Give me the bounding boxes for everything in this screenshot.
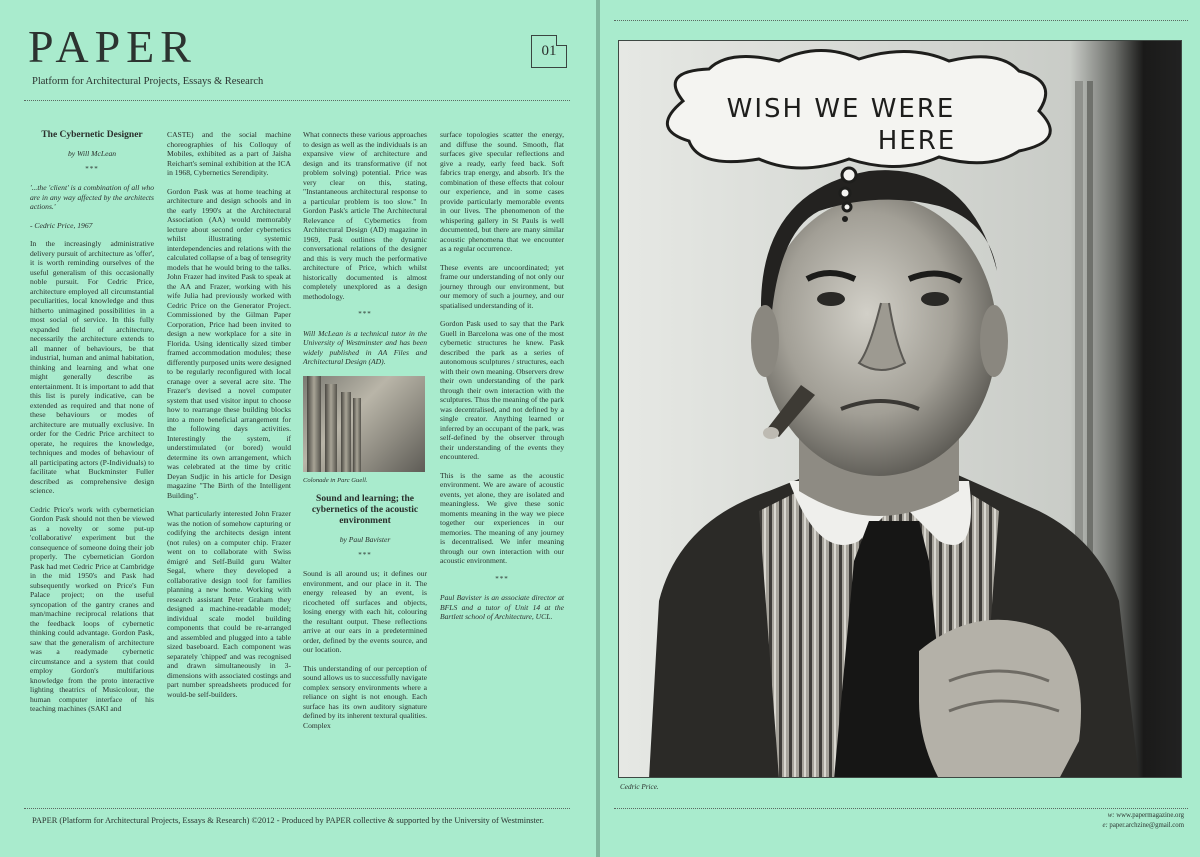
column-3 <box>303 130 427 739</box>
column-2 <box>167 130 291 708</box>
right-page <box>600 0 1200 857</box>
masthead-subtitle: Platform for Architectural Projects, Essays & Research <box>32 76 264 87</box>
bubble-text-line-2: HERE <box>877 126 957 156</box>
author-bio: Paul Bavister is an associate director at BFLS and a tutor of Unit 14 at the Bartlett school of Architecture, UCL. <box>440 593 564 621</box>
contact-info <box>1102 811 1184 831</box>
masthead-title: PAPER <box>28 21 197 72</box>
website-line <box>1102 811 1184 821</box>
park-guell-colonnade-photo <box>303 376 425 472</box>
article-1-byline: by Will McLean <box>67 149 117 158</box>
body-paragraph: Gordon Pask was at home teaching at architecture and design schools and in the early 1990's at the Architectural Association (AA) would memorably lecture about second order cybernetics whilst illustrating systemic interdependencies and relations with the calculated collapse of a bag of tensegrity models that he would bring to the talks. John Frazer had invited Pask to speak at the AA and Frazer, working with his wife Julia had previously worked with Cedric Price on the Generator Project. Commissioned by the Gilman Paper Corporation, Price had been invited to design a new workplace for a site in Florida. Using identically sized timber framed accommodation modules; these differently purposed units were designed to be regularly reconfigured with local cranage over a several acre site. The Frazer's devised a novel computer system that used visitor input to choose how to rearrange these building blocks into a more beneficial arrangement for the following days activities. Interestingly the system, if understimulated (or bored) would determine its own arrangement, which was celebrated at the time by critic Deyan Sudjic in his article for Design magazine "The Birth of the Intelligent Building". <box>167 186 291 500</box>
top-divider <box>24 100 570 101</box>
body-paragraph: Cedric Price's work with cybernetician Gordon Pask should not then be viewed as a novelty or some put-up 'collaborative' experiment but the consequence of someone doing their job properly. The cybernetician Gordon Pask had met Cedric Price at Cambridge in the mid 1950's and Pask had subsequently worked on Price's Fun Palace project; on the useful syncopation of the gantry cranes and man/machine reciprocal relations that the feedback loops of cybernetic thinking could advantage. Gordon Pask, saw that the generalism of architecture was a readymade cybernetic circumstance and a system that could employ Gordon's multifarious knowledge from the proto interactive lighting theatrics of Musicolour, the human computer interface of his teaching machines (SAKI and <box>30 504 154 713</box>
separator-stars: *** <box>358 550 372 559</box>
body-paragraph: What connects these various approaches to design as well as the individuals is an expansive view of architecture and design and its transformative (if not problem solving) potential. Price was very clear on this, stating, "Instantaneous architectural response to a particular problem is too slow." In Gordon Pask's article The Architectural Relevance of Cybernetics from Architectural Design (AD) magazine in 1969, Pask outlines the dynamic conversational relations of the designer and this is very much the performative architecture of Price, which whilst historically documented is almost completely unexplored as a design methodology. <box>303 130 427 301</box>
issue-number-box: 01 <box>531 35 567 68</box>
bottom-divider <box>24 808 570 809</box>
portrait-illustration <box>619 41 1182 778</box>
article-2-byline: by Paul Bavister <box>339 535 391 544</box>
article-2-title: Sound and learning; the cybernetics of the acoustic environment <box>311 494 419 526</box>
portrait-caption: Cedric Price. <box>620 783 659 791</box>
photo-caption: Colonade in Parc Guell. <box>303 476 368 484</box>
bubble-text-line-1: WISH WE WERE <box>726 94 956 124</box>
email-label: e: <box>1102 822 1108 829</box>
email-link[interactable]: paper.archzine@gmail.com <box>1109 822 1184 829</box>
separator-stars: *** <box>495 574 509 583</box>
body-paragraph: This is the same as the acoustic environment. We are aware of acoustic events, yet alone, they are isolated and meaningless. We give these sonic moments meaning in the way we piece together our experiences in our memories. The meaning of any journey is decentralised. We infer meaning through our own interaction with our acoustic environment. <box>440 470 564 565</box>
cedric-price-portrait-photo <box>618 40 1182 778</box>
article-1-title: The Cybernetic Designer <box>41 130 143 140</box>
body-paragraph: What particularly interested John Frazer was the notion of somehow capturing or codifying the architects design intent (not rules) on a computer chip. Frazer went on to collaborate with Swiss émigré and Self-Build guru Walter Segal, where they developed a collaborative design tool for families planning a new home. Working with research assistant Peter Graham they designed a machine-readable model; individual scale model building components that could be re-arranged and assembled and plugged into a table sized baseboard. Each component was separately 'chipped' and was recognised and drawn simultaneously in 3-dimensions with associated costings and part number spreadsheets produced for would-be self-builders. <box>167 509 291 699</box>
body-paragraph: These events are uncoordinated; yet frame our understanding of not only our journey through our environment, but our memory of such a journey, and our spatialised understanding of it. <box>440 262 564 310</box>
body-paragraph: This understanding of our perception of sound allows us to successfully navigate complex sensory environments where a reliance on sight is not enough. Each surface has its own auditory signature defined by its inherent textural qualities. Complex <box>303 663 427 730</box>
pull-quote-source: - Cedric Price, 1967 <box>30 220 93 230</box>
separator-stars: *** <box>358 310 372 318</box>
email-line <box>1102 821 1184 831</box>
body-paragraph: Gordon Pask used to say that the Park Guell in Barcelona was one of the most cybernetic structures he knew. Pask described the park as a series of autonomous sculptures / structures, each with their own meaning. Observers drew their own understanding of the park through their own interaction with the sculptures. Thus the meaning of the park was decentralised, and not defined by a single creator. Anything learned or inferred by an occupant of the park, was self-defined by the observer through their understanding of the events they encountered. <box>440 319 564 461</box>
footer-credits: PAPER (Platform for Architectural Projects, Essays & Research) ©2012 - Produced by PAPER collective & supported by the University of Westminster. <box>32 816 544 825</box>
left-page <box>0 0 596 857</box>
column-4 <box>440 130 564 631</box>
top-divider <box>614 20 1188 21</box>
bottom-divider <box>614 808 1188 809</box>
body-paragraph: CASTE) and the social machine choreographies of his Colloquy of Mobiles, exhibited as a part of Jaisha Reichart's seminal exhibition at the ICA in 1968, Cybernetics Serendipity. <box>167 130 291 177</box>
column-1 <box>30 130 154 723</box>
body-paragraph: surface topologies scatter the energy, and diffuse the sound. Smooth, flat surfaces give specular reflections and give a ready, early feed back. Soft fabrics trap energy, and absorb. It's the combination of these effects that colour our experience, and in some cases provide particularly memorable events in our lives. The phenomenon of the whispering gallery in St Pauls is well documented, but there are many similar acoustic phenomena that we encounter as a regular occurrence. <box>440 130 564 253</box>
pull-quote: '...the 'client' is a combination of all who are in any way affected by the architects actions.' <box>30 183 154 211</box>
body-paragraph: Sound is all around us; it defines our environment, and our place in it. The energy released by an event, is ricocheted off surfaces and objects, losing energy with each hit, colouring the resultant output. These reflections arrive at our ears in a predetermined order, defined by the events source, and our location. <box>303 569 427 654</box>
body-paragraph: In the increasingly administrative delivery pursuit of architecture as 'offer', it is worth reminding ourselves of the useful generalism of this occasionally noble pursuit. For Cedric Price, architecture employed all circumstantial peculiarities, local knowledge and thus hitherto unimagined possibilities in a most social of service. In this fully expanded field of architecture, necessarily the architecture extends to all manner of behaviours, be that industrial, human and animal habitation, thinking and learning and what one might generally describe as entertainment. It is important to add that this list is purely indicative, can be extended as required and that none of these behaviours or modes of architecture are mutually exclusive. In order for the Cedric Price architect to operate, he requires the knowledge, techniques and modes of behaviour of all participating actors (P-Individuals) to facilitate what Buckminster Fuller described as comprehensive design science. <box>30 239 154 495</box>
web-label: w: <box>1107 812 1115 819</box>
separator-stars: *** <box>85 164 99 173</box>
author-bio: Will McLean is a technical tutor in the University of Westminster and has been widely published in AA Files and Architectural Design (AD). <box>303 328 427 366</box>
website-link[interactable]: www.papermagazine.org <box>1116 812 1184 819</box>
